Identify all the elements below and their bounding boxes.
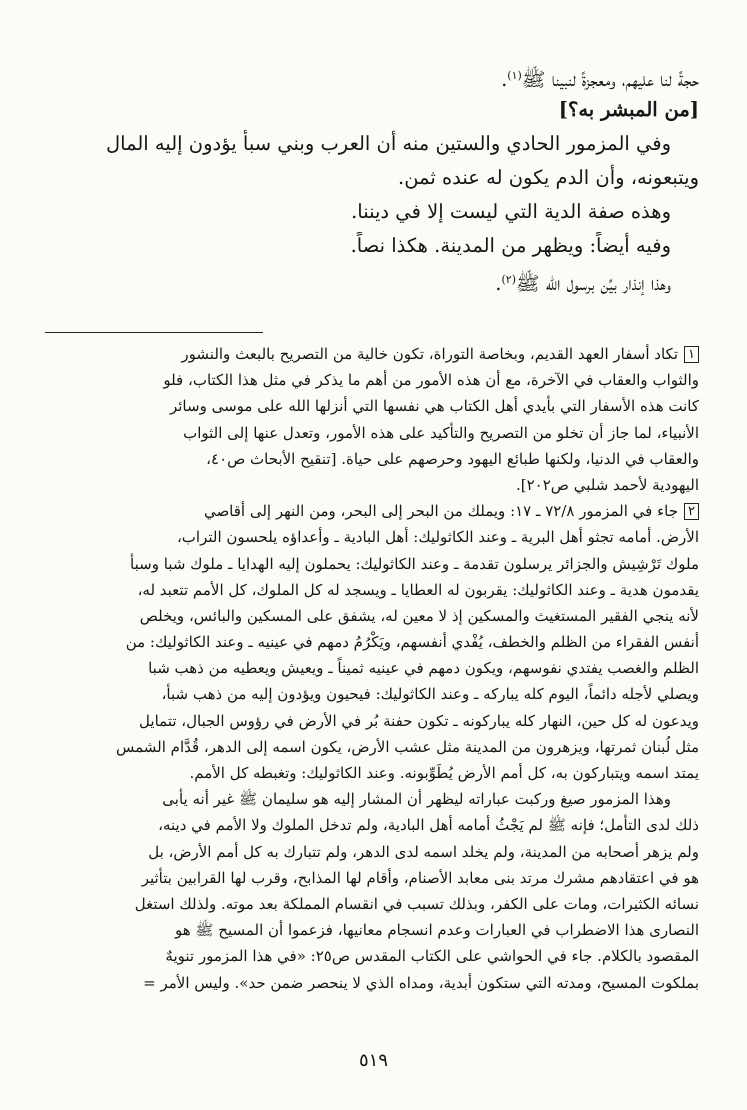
main-paragraph-1-line-1: وفي المزمور الحادي والستين منه أن العرب وبني سبأ يؤدون إليه المال [105,132,671,155]
main-line-1 [43,62,699,96]
page-number: ٥١٩ [358,1050,388,1071]
main-line-1-end: . [501,68,508,91]
main-paragraph-4-end: . [495,272,502,295]
footnote-1-line [43,343,699,369]
footnote-3-line: هو في اعتقادهم مشرك مرتد بنى معابد الأصنام، وأقام لها المذابح، وقرب لها القرابين بتأثير [141,868,699,887]
footnote-2-line: ويصلي لأجله دائماً، اليوم كله يباركه ـ وعند الكاثوليك: فيحيون ويؤدون إليه من ذهب شبأ، [161,685,699,704]
footnote-3-line: النصارى هذا الاضطراب في العبارات وعدم انسجام معانيها، فزعموا أن المسيح ﷺ هو [174,921,699,940]
footnote-2-line: الظلم والغصب يفتدي نفوسهم، ويكون دمهم في عينيه ثميناً ـ ويعيش ويعطيه من ذهب شبا [148,659,699,678]
footnote-1-line: كانت هذه الأسفار التي بأيدي أهل الكتاب هي نفسها التي أنزلها الله على موسى وسائر [169,397,699,416]
footnote-separator [45,332,263,333]
footnote-1-line: والعقاب في الدنيا، ولكنها طبائع اليهود وحرصهم على حياة. [تنقيح الأبحاث ص٤٠، [206,449,699,468]
footnote-2-line: يمتد اسمه ويتباركون به، كل أمم الأرض يُطَوِّبونه. وعند الكاثوليك: وتغبطه كل الأمم. [189,764,699,782]
main-paragraph-4 [43,266,699,300]
footnotes [43,343,699,998]
footnote-3-line: المقصود بالكلام. جاء في الحواشي على الكتاب المقدس ص٢٥: «في هذا المزمور تنويهٌ [165,947,699,966]
footnote-2-line: الأرض. أمامه تجثو أهل البرية ـ وعند الكاثوليك: أهل البادية ـ وأعداؤه يلحسون التراب، [176,528,699,547]
main-line-1-text: حجةً لنا عليهم، ومعجزةً لنبينا ﷺ [521,68,699,91]
footnote-3-line: وهذا المزمور صيغ وركبت عباراته ليظهر أن المشار إليه هو سليمان ﷺ غير أنه يأبى [162,790,671,809]
footnote-1-line: الأنبياء، لما جاز أن تخلو من التصريح والتأكيد على هذه الأمور، وتعدل عنها إلى الثواب [183,423,699,442]
footnote-1-text: تكاد أسفار العهد القديم، وبخاصة التوراة، تكون خالية من التصريح بالبعث والنشور [181,345,679,363]
main-paragraph-4-text: وهذا إنذار بيِّن برسول الله ﷺ [516,272,671,295]
footnote-ref-2: (٢) [501,273,517,286]
footnote-1-line: والثواب والعقاب في الآخرة، مع أن هذه الأمور من أهم ما يذكر في مثل هذا الكتاب، فلو [163,371,699,390]
main-text [43,62,699,300]
footnote-2-line: أنفس الفقراء من الظلم والخطف، يُفْدي أنفسهم، ويَكْرُمُ دمهم في عينيه ـ وعند الكاثوليك: من [125,633,699,652]
main-paragraph-1-line-2: ويتبعونه، وأن الدم يكون له عنده ثمن. [398,166,699,189]
footnote-2-line: لأنه ينجي الفقير المستغيث والمسكين إذ لا معين له، يشفق على المسكين والبائس، ويخلص [139,606,699,625]
footnote-3-line: نسائه الكثيرات، ومات على الكفر، وبذلك تسبب في انقسام المملكة بعد موته. ولذلك استغل [134,894,699,913]
main-paragraph-3: وفيه أيضاً: ويظهر من المدينة. هكذا نصاً. [350,234,671,257]
footnote-3-line: بملكوت المسيح، ومدته التي ستكون أبدية، ومداه الذي لا ينحصر ضمن حد». وليس الأمر = [143,973,699,992]
footnote-2-text: جاء في المزمور ٧٢/٨ ـ ١٧: ويملك من البحر إلى البحر، ومن النهر إلى أقاصي [203,502,679,521]
footnote-2-line: ملوك تَرْشِيش والجزائر يرسلون تقدمة ـ وعند الكاثوليك: يحملون إليه الهدايا ـ ملوك شبا وسبأ [130,554,699,573]
footnote-2-line [43,500,699,526]
footnote-2-line: يقدمون هدية ـ وعند الكاثوليك: يقربون له العطايا ـ ويسجد له كل الملوك، كل الأمم تتعبد له، [137,580,699,599]
footnote-3-line: ذلك لدى التأمل؛ فإنه ﷺ لم يَجْثُ أمامه أهل البادية، ولم تدخل الملوك ولا الأمم في دينه، [158,816,699,835]
footnote-1-number: ١ [684,346,699,363]
footnote-3-line: ولم يزهر أصحابه من المدينة، ولم يخلد اسمه لدى الدهر، ولم تتبارك به كل أمم الأرض، بل [148,842,699,861]
footnote-2-number: ٢ [684,503,699,520]
footnote-2-line: مثل لُبنان ثمرتها، ويزهرون من المدينة مثل عشب الأرض، يكون اسمه إلى الدهر، قُدَّام الشمس [115,737,699,756]
main-paragraph-2: وهذه صفة الدية التي ليست إلا في ديننا. [351,200,671,223]
footnote-1-line: اليهودية لأحمد شلبي ص٢٠٢]. [516,475,699,494]
footnote-ref-1: (١) [507,69,522,82]
section-heading: [من المبشر به؟] [558,98,699,121]
footnote-2-line: ويدعون له كل حين، النهار كله يباركونه ـ تكون حفنة بُر في الأرض في رؤوس الجبال، تتمايل [139,711,699,730]
